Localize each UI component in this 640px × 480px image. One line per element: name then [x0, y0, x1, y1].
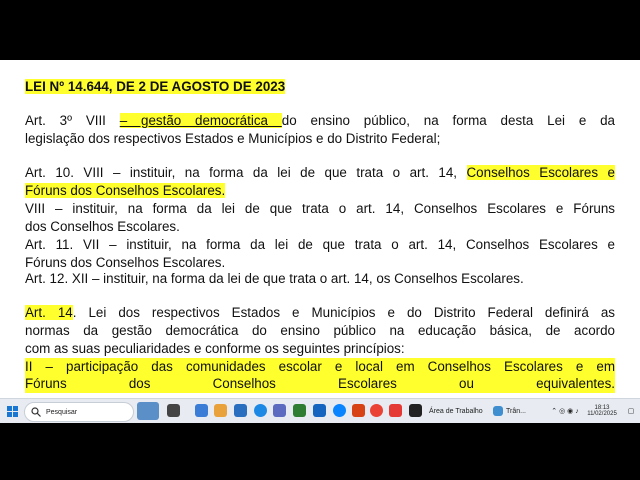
record-icon[interactable] [389, 404, 402, 417]
art12-line1: Art. 12. XII – instituir, na forma da lei de que trata o art. 14, os Conselhos Escolares. [25, 271, 524, 286]
art11-line1: Art. 11. VII – instituir, na forma da lei de que trata o art. 14, Conselhos Escolares e [25, 237, 615, 252]
art10-line1 [25, 164, 615, 182]
copilot-icon[interactable] [195, 404, 208, 417]
search-icon [31, 407, 41, 417]
tray-icons: ⌃ ◎ ◉ ♪ [551, 408, 579, 415]
desktop-label: Área de Trabalho [429, 407, 483, 415]
art14-label: Art. 14 [25, 305, 73, 320]
taskbar [0, 398, 640, 423]
art10-line2 [25, 182, 615, 200]
viii-line1: VIII – instituir, na forma da lei de que trata o art. 14, Conselhos Escolares e Fóruns [25, 201, 615, 216]
search-box[interactable] [24, 402, 134, 422]
law-title-line [25, 78, 615, 96]
art10-highlight-2: Fóruns dos Conselhos Escolares. [25, 183, 226, 198]
outlook-icon[interactable] [234, 404, 247, 417]
art3-line1 [25, 112, 615, 130]
desktop-button[interactable] [429, 399, 487, 423]
search-highlight-icon[interactable] [137, 402, 159, 420]
task-view-icon[interactable] [167, 404, 180, 417]
file-explorer-icon[interactable] [214, 404, 227, 417]
art14-rest: . Lei dos respectivos Estados e Municípios e do Distrito Federal definirá as [72, 305, 615, 320]
chrome-icon[interactable] [370, 404, 383, 417]
law-title: LEI Nº 14.644, DE 2 DE AGOSTO DE 2023 [25, 79, 286, 94]
windows-icon [7, 406, 18, 417]
art3-highlight: – gestão democrática [119, 113, 282, 128]
art10-highlight: Conselhos Escolares e [466, 165, 615, 180]
system-tray[interactable] [548, 399, 582, 423]
art14-line1 [25, 304, 615, 322]
date: 11/02/2025 [587, 411, 617, 417]
excel-icon[interactable] [293, 404, 306, 417]
viii-line2: dos Conselhos Escolares. [25, 219, 180, 234]
art14-line3: com as suas peculiaridades e conforme os seguintes princípios: [25, 341, 405, 356]
art3-line2: legislação dos respectivos Estados e Municípios e do Distrito Federal; [25, 131, 441, 146]
word-icon[interactable] [313, 404, 326, 417]
notification-button[interactable] [624, 399, 638, 423]
app-icon[interactable] [409, 404, 422, 417]
start-button[interactable] [4, 399, 20, 423]
art10-text: Art. 10. VIII – instituir, na forma da lei de que trata o art. 14, [25, 165, 467, 180]
transfer-button[interactable] [493, 399, 539, 423]
chrome-profile-icon[interactable] [254, 404, 267, 417]
art3-rest: do ensino público, na forma desta Lei e da [281, 113, 615, 128]
document-page [0, 60, 640, 398]
time: 18:13 [594, 405, 610, 411]
edge-icon[interactable] [333, 404, 346, 417]
art14-ii-line2: Fóruns dos Conselhos Escolares ou equivalentes. [25, 376, 615, 391]
teams-icon[interactable] [273, 404, 286, 417]
transfer-icon [493, 406, 503, 416]
powerpoint-icon[interactable] [352, 404, 365, 417]
art3-prefix: Art. 3º VIII [25, 113, 120, 128]
search-placeholder: Pesquisar [46, 408, 78, 416]
art14-line2: normas da gestão democrática do ensino público na educação básica, de acordo [25, 323, 615, 338]
notification-icon: ▢ [627, 408, 635, 415]
clock[interactable] [582, 399, 622, 423]
art14-ii-line1: II – participação das comunidades escolar e local em Conselhos Escolares e em [25, 359, 615, 374]
art11-line2: Fóruns dos Conselhos Escolares. [25, 255, 226, 270]
transfer-label: Trân... [506, 407, 526, 415]
